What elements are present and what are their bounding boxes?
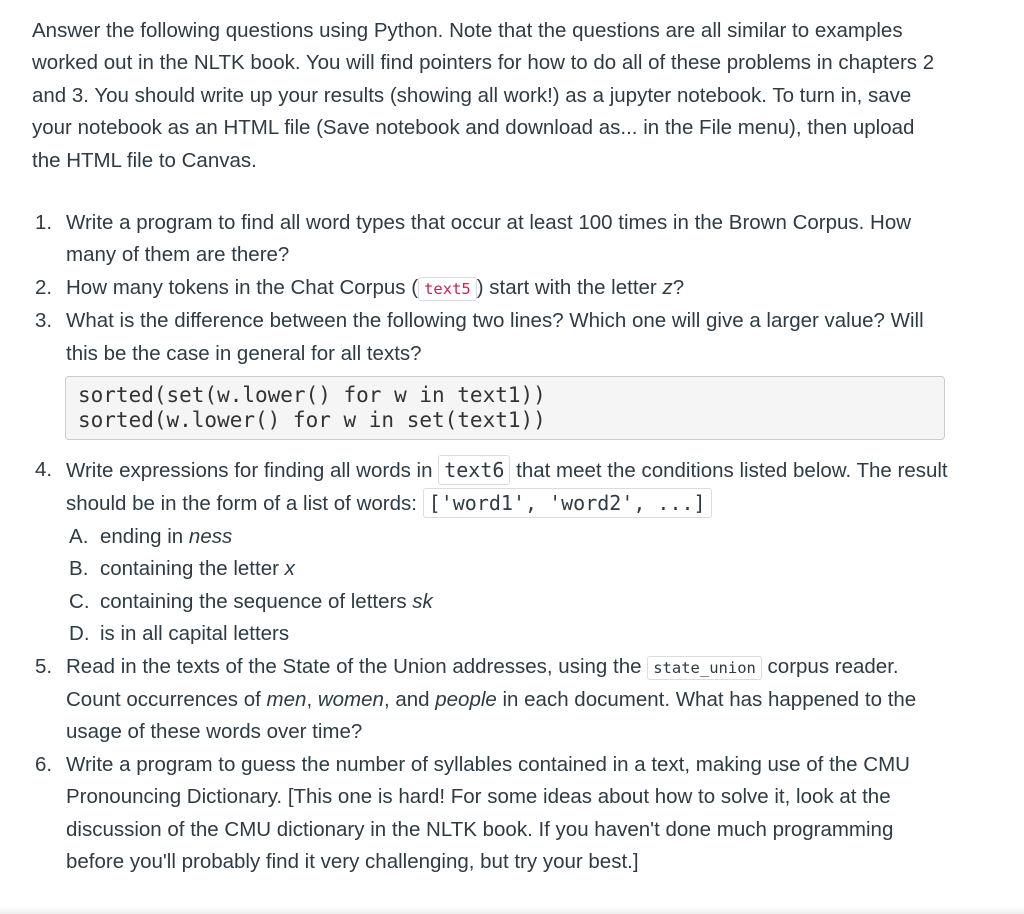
code-state-union: state_union (647, 656, 762, 680)
question-4: Write expressions for finding all words in text6 that meet the conditions listed below. The result should be in the form of a list of words: ['word1', 'word2', ...] ending in ness containing the letter x containing the sequence of letters sk is in all capital letters (66, 454, 952, 650)
question-2: How many tokens in the Chat Corpus ( text5 ) start with the letter z? (66, 275, 685, 299)
question-6-text: Write a program to guess the number of syllables contained in a text, making use of the CMU Pronouncing Dictionary. [This one is hard! For some ideas about how to solve it, look at the discussion of the CMU dictionary in the NLTK book. If you haven't done much programming before you'll probably find it very challenging, but try your best.] (66, 752, 910, 873)
code-line-2: sorted(w.lower() for w in set(text1)) (78, 408, 546, 433)
condition-b: containing the letter x (100, 557, 295, 581)
question-4-conditions (66, 521, 952, 651)
condition-d: is in all capital letters (100, 622, 290, 646)
bottom-edge (0, 906, 1024, 914)
question-3 (66, 305, 952, 440)
code-block (65, 376, 945, 440)
question-5: Read in the texts of the State of the Union addresses, using the state_union corpus reader. Count occurrences of men, women, and people in each document. What has happened to the usage of these words over time? (66, 654, 917, 744)
question-1-text: Write a program to find all word types that occur at least 100 times in the Brown Corpus. How many of them are there? (66, 211, 912, 267)
question-3-text: What is the difference between the following two lines? Which one will give a larger value? Will this be the case in general for all texts? (66, 309, 924, 365)
condition-c: containing the sequence of letters sk (100, 589, 433, 613)
question-1 (66, 207, 952, 272)
question-list (32, 207, 952, 878)
condition-a: ending in ness (100, 524, 233, 548)
code-word-list: ['word1', 'word2', ...] (423, 488, 712, 518)
code-line-1: sorted(set(w.lower() for w in text1)) (78, 383, 546, 408)
code-text6: text6 (438, 455, 510, 485)
intro-paragraph: Answer the following questions using Python. Note that the questions are all similar to examples worked out in the NLTK book. You will find pointers for how to do all of these problems in chapters 2 and 3. You should write up your results (showing all work!) as a jupyter notebook. To turn in, save your notebook as an HTML file (Save notebook and download as... in the File menu), then upload the HTML file to Canvas. (32, 19, 935, 172)
code-text5: text5 (418, 277, 477, 301)
assignment-content (32, 15, 952, 878)
question-6 (66, 749, 952, 879)
